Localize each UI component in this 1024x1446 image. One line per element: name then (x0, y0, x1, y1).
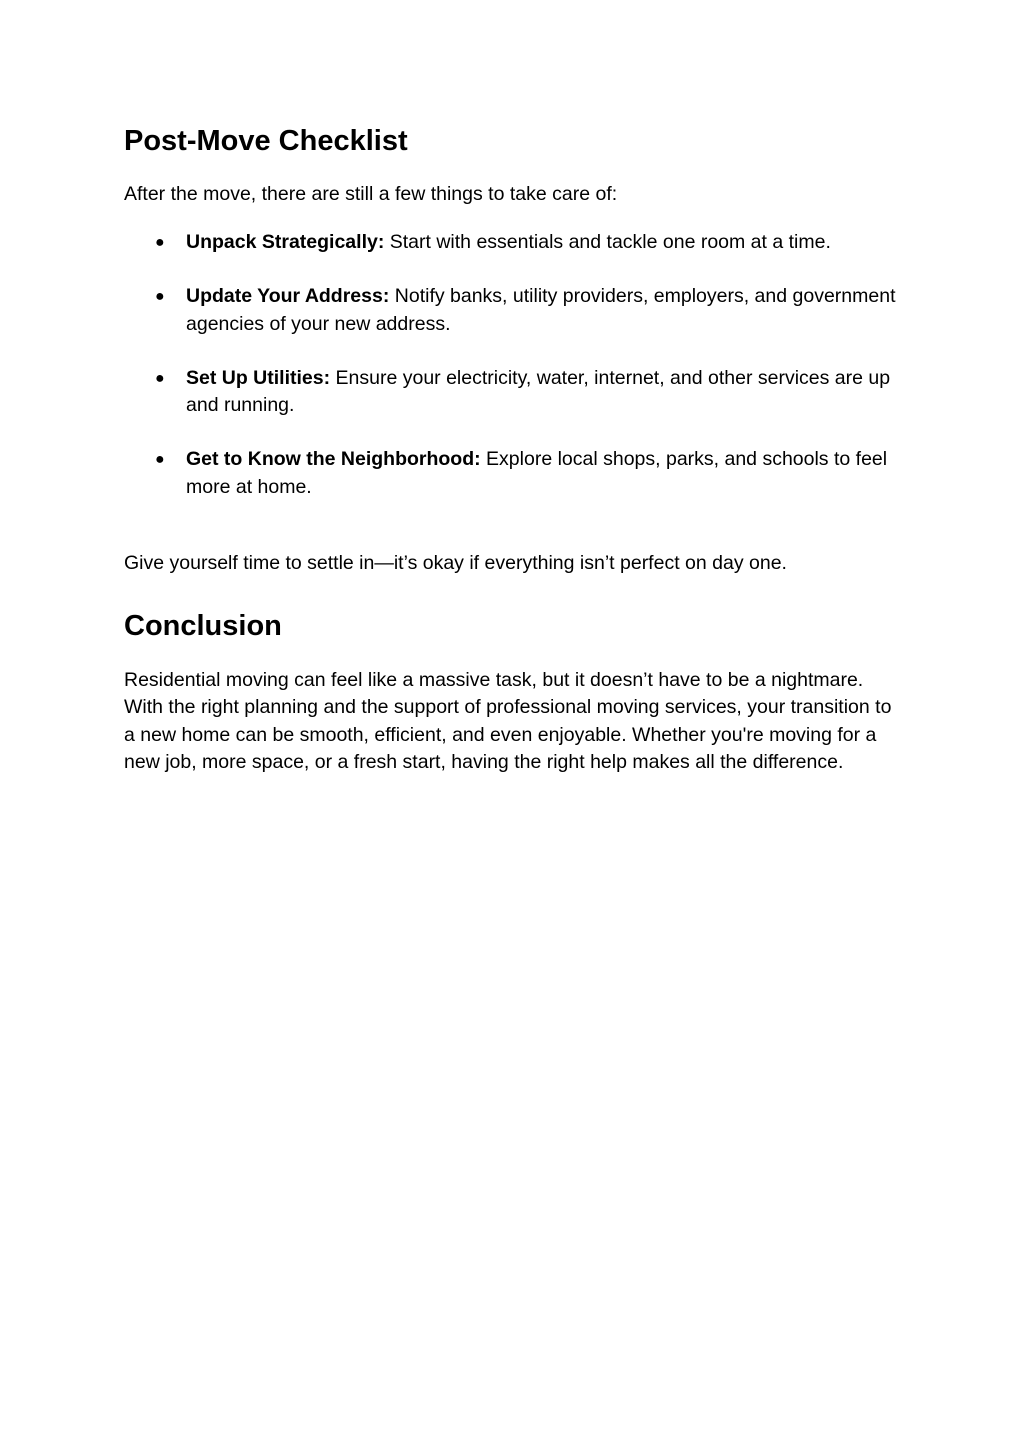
checklist-item-text: Ensure your electricity, water, internet, and other services are up and running. (186, 366, 891, 417)
section-heading-conclusion: Conclusion (124, 610, 282, 642)
checklist-item-text: Notify banks, utility providers, employers, and government agencies of your new address. (186, 285, 896, 335)
bullet-icon: ● (155, 369, 165, 387)
checklist-item-neighborhood (124, 446, 904, 501)
checklist-item-term: Set Up Utilities: (186, 366, 331, 389)
checklist-item-text: Start with essentials and tackle one room at a time. (384, 231, 831, 253)
checklist-item-term: Update Your Address: (186, 285, 390, 308)
bullet-icon: ● (155, 451, 165, 469)
checklist-item-text: Explore local shops, parks, and schools to feel more at home. (186, 448, 888, 498)
conclusion-paragraph: Residential moving can feel like a massive task, but it doesn’t have to be a nightmare. With the right planning and the support of professional moving services, your transition to a new home can be smooth, efficient, and even enjoyable. Whether you're moving for a new job, more space, or a fresh start, having the right help makes all the difference. (124, 669, 892, 773)
checklist-item-term: Get to Know the Neighborhood: (186, 448, 481, 471)
section-heading-post-move-checklist: Post-Move Checklist (124, 125, 408, 157)
bullet-icon: ● (155, 234, 165, 251)
settle-in-paragraph: Give yourself time to settle in—it’s okay if everything isn’t perfect on day one. (124, 552, 787, 574)
checklist-item-utilities (124, 365, 904, 420)
checklist-item-unpack (124, 229, 904, 256)
post-move-checklist (124, 229, 904, 528)
bullet-icon: ● (155, 288, 165, 306)
checklist-item-update-address (124, 283, 904, 338)
checklist-item-term: Unpack Strategically: (186, 231, 385, 253)
checklist-intro-paragraph: After the move, there are still a few things to take care of: (124, 183, 618, 205)
